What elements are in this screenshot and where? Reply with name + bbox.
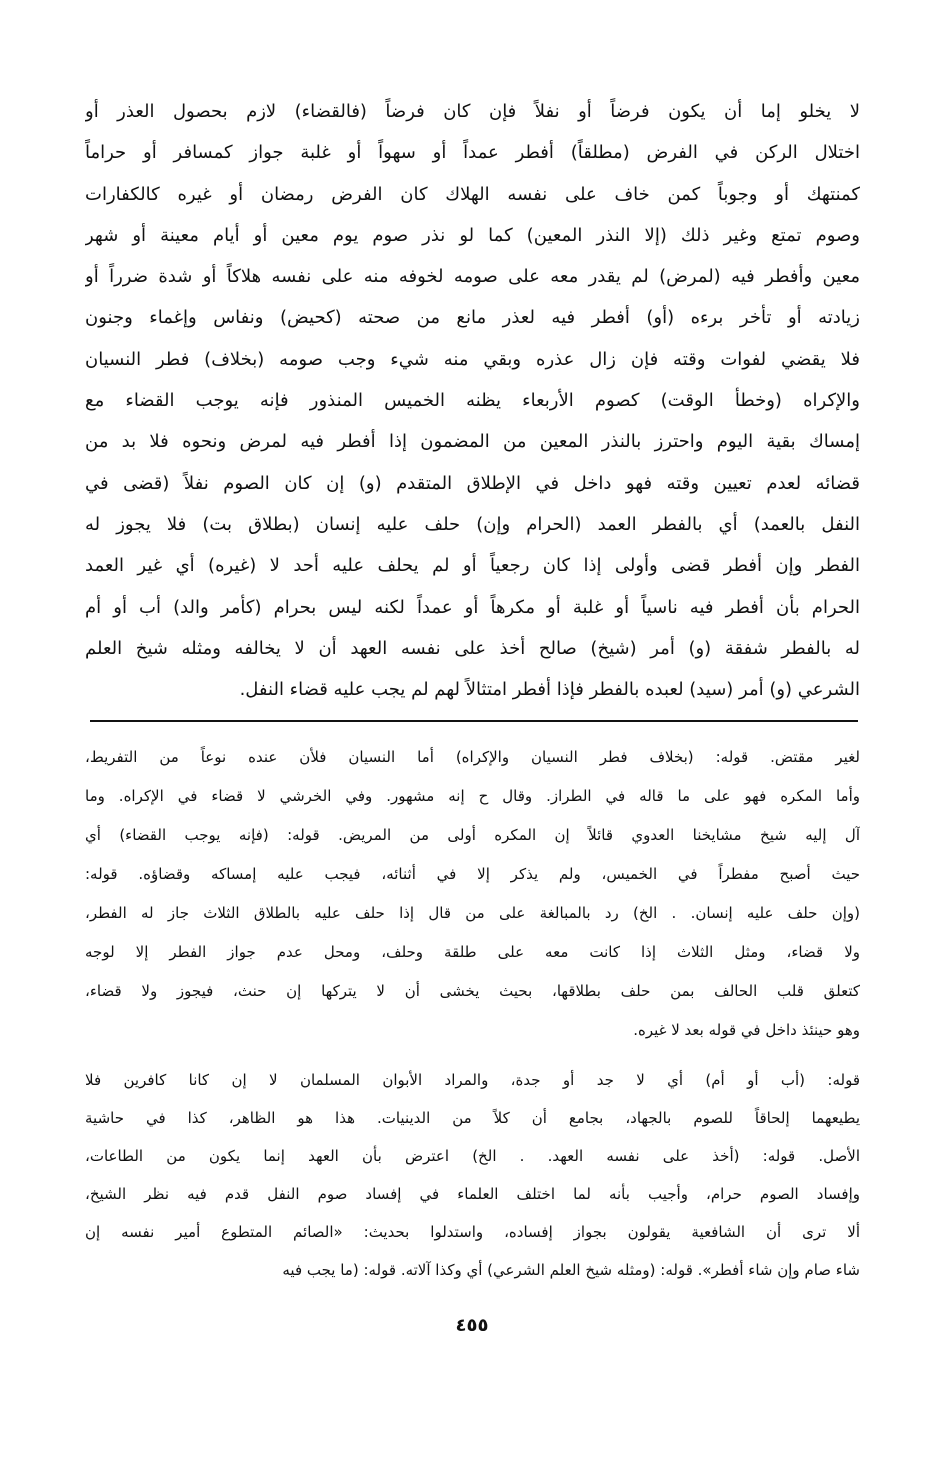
text-line: اختلال الركن في الفرض (مطلقاً) أفطر عمداً أو سهواً أو غلبة جواز كمسافر أو حراماً: [85, 142, 860, 164]
text-line: إمساك بقية اليوم واحترز بالنذر المعين من المضمون إذا أفطر فيه لمرض ونحوه فلا بد من: [85, 431, 860, 453]
text-line: وإفساد الصوم حرام، وأجيب بأنه لما اختلف العلماء في إفساد صوم النفل قدم فيه نظر الشيخ،: [85, 1185, 860, 1203]
text-line: فلا يقضي لفوات وقته فإن زال عذره وبقي منه شيء وجب صومه (بخلاف) فطر النسيان: [85, 348, 860, 370]
text-line: له بالفطر شفقة (و) أمر (شيخ) صالح أخذ على نفسه العهد أن لا يخالفه ومثله شيخ العلم: [85, 637, 860, 659]
text-line: شاء صام وإن شاء أفطر». قوله: (ومثله شيخ العلم الشرعي) أي وكذا آلاته. قوله: (ما يجب فيه: [282, 1261, 860, 1279]
text-line: الشرعي (و) أمر (سيد) لعبده بالفطر فإذا أفطر امتثالاً لهم لم يجب عليه قضاء النفل.: [239, 679, 860, 701]
text-line: آل إليه شيخ مشايخنا العدوي قائلاً إن المكره أولى من المريض. قوله: (فإنه يوجب القضاء) أي: [85, 826, 860, 844]
text-line: زيادته أو تأخر برءه (أو) أفطر فيه لعذر مانع من صحته (كحيض) ونفاس وإغماء وجنون: [85, 307, 860, 329]
text-line: الأصل. قوله: (أخذ على نفسه العهد. . الخ) اعترض بأن العهد إنما يكون من الطاعات،: [85, 1147, 860, 1165]
text-line: كمنتهك أو وجوباً كمن خاف على نفسه الهلاك كان الفرض رمضان أو غيره كالكفارات: [85, 183, 860, 205]
text-line: قضائه لعدم تعيين وقته فهو داخل في الإطلاق المتقدم (و) إن كان الصوم نفلاً (قضى في: [85, 472, 860, 494]
footnote-paragraph-2: [85, 1061, 860, 1289]
page-number: ٤٥٥: [455, 1315, 489, 1336]
text-line: وهو حينئذ داخل في قوله بعد لا غيره.: [633, 1021, 860, 1039]
text-line: وصوم تمتع وغير ذلك (إلا النذر المعين) كما لو نذر صوم يوم معين أو أيام معينة أو شهر: [85, 224, 860, 246]
footnote-paragraph-1: [85, 738, 860, 1050]
text-line: النفل بالعمد) أي بالفطر العمد (الحرام وإن) حلف عليه إنسان (بطلاق بت) فلا يجوز له: [85, 513, 860, 535]
footnote-divider: [90, 720, 858, 722]
text-line: ولا قضاء، ومثل الثلاث إذا كانت معه على طلقة وحلف، ومحل عدم جواز الفطر إلا لوجه: [85, 943, 860, 961]
text-line: يطيعهما إلحاقاً للصوم بالجهاد، بجامع أن كلاً من الدينيات. هذا هو الظاهر، كذا في حاشية: [85, 1109, 860, 1127]
text-line: لا يخلو إما أن يكون فرضاً أو نفلاً فإن كان فرضاً (فالقضاء) لازم بحصول العذر أو: [85, 101, 860, 122]
text-line: والإكراه (وخطأ الوقت) كصوم الأربعاء يظنه الخميس المنذور فإنه يوجب القضاء مع: [85, 390, 860, 412]
text-line: ألا ترى أن الشافعية يقولون بجواز إفساده، واستدلوا بحديث: «الصائم المتطوع أمير نفسه إن: [85, 1223, 860, 1241]
text-line: حيث أصبح مفطراً في الخميس، ولم يذكر إلا في أثنائه، فيجب عليه إمساكه وقضاؤه. قوله:: [85, 865, 860, 883]
text-line: قوله: (أب أو أم) أي لا جد أو جدة، والمراد الأبوان المسلمان لا إن كانا كافرين فلا: [85, 1071, 860, 1089]
text-line: (وإن حلف عليه إنسان. . الخ) رد بالمبالغة على من قال إذا حلف عليه بالطلاق الثلاث جاز له الفطر،: [85, 904, 860, 922]
main-text: [85, 91, 860, 710]
text-line: معين وأفطر فيه (لمرض) لم يقدر معه على صومه لخوفه منه على نفسه هلاكاً أو شدة ضرراً أو: [85, 266, 860, 288]
text-line: وأما المكره فهو على ما قاله في الطراز. وقال ح إنه مشهور. وفي الخرشي لا قضاء في الإكراه. وما: [85, 787, 860, 805]
text-line: الحرام بأن أفطر فيه ناسياً أو غلبة أو مكرهاً أو عمداً لكنه ليس بحرام (كأمر والد) أب أو أم: [85, 596, 860, 618]
text-line: لغير مقتض. قوله: (بخلاف فطر النسيان والإكراه) أما النسيان فلأن عنده نوعاً من التفريط،: [85, 748, 860, 766]
text-line: الفطر وإن أفطر قضى وأولى إذا كان رجعياً أو لم يحلف عليه أحد لا (غيره) أي غير العمد: [85, 555, 860, 577]
text-line: كتعلق قلب الحالف بمن حلف بطلاقها، بحيث يخشى أن لا يتركها إن حنث، فيجوز ولا قضاء،: [85, 982, 860, 1000]
